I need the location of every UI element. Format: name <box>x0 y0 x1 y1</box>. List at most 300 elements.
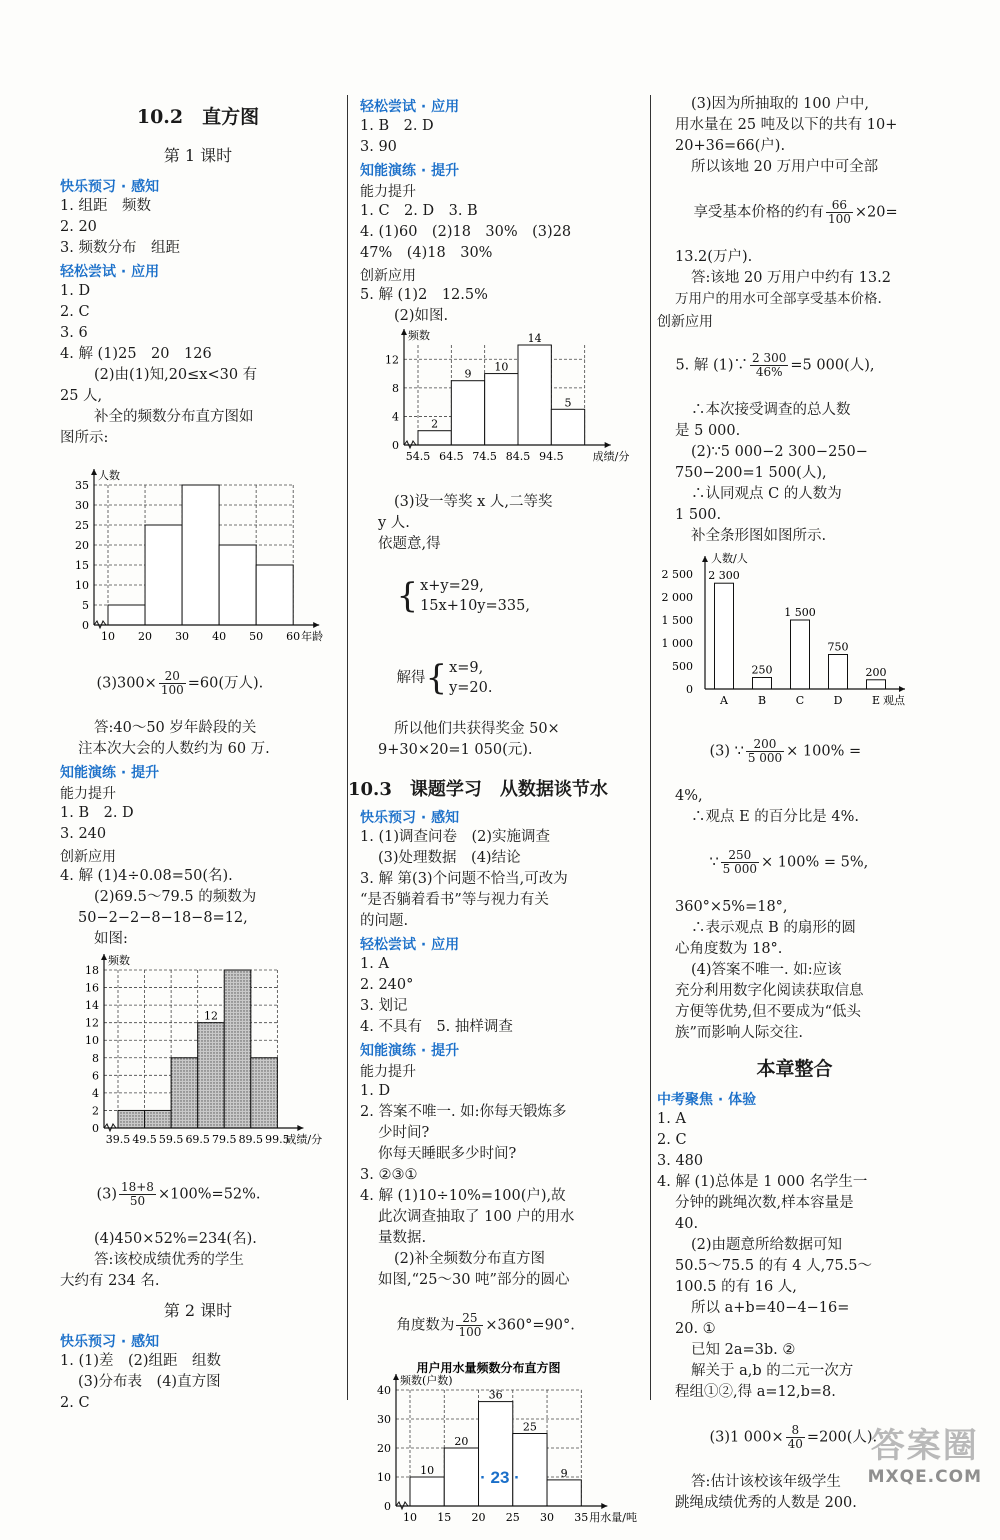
expr-pre: (3)1 000× <box>709 1429 784 1446</box>
x-tick-label: 10 <box>403 1511 417 1524</box>
answer-line: 如图: <box>94 931 128 947</box>
y-tick-label: 18 <box>85 964 99 977</box>
answer-line: 50.5～75.5 的有 4 人,75.5～ <box>675 1258 873 1274</box>
answer-line: 所以 a+b=40−4−16= <box>691 1300 850 1316</box>
subheading-innovation: 创新应用 <box>60 849 116 865</box>
subheading-ability: 能力提升 <box>360 1064 416 1080</box>
y-axis-label: 频数(户数) <box>400 1374 453 1387</box>
answer-line: 你每天睡眠多少时间? <box>378 1146 517 1162</box>
column-divider-2 <box>650 95 651 1400</box>
heading-drill: 知能演练 · 提升 <box>360 163 460 179</box>
x-tick-label: 74.5 <box>472 450 497 463</box>
column-1 <box>60 92 336 1414</box>
histogram-bar <box>224 970 251 1128</box>
answer-line: 750−200=1 500(人), <box>675 465 827 481</box>
histogram-bar <box>145 1110 172 1128</box>
answer-line: ∴观点 E 的百分比是 4%. <box>691 809 860 825</box>
brace-icon: { <box>425 658 448 698</box>
histogram-bar <box>171 1058 198 1128</box>
answer-line: 补全条形图如图所示. <box>691 528 827 544</box>
fraction-line <box>657 178 932 247</box>
heading-drill: 知能演练 · 提升 <box>360 1043 460 1059</box>
answer-line: 解关于 a,b 的二元一次方 <box>691 1363 854 1379</box>
answer-line: 4%, <box>675 788 703 804</box>
fraction <box>746 738 784 765</box>
denominator: 46% <box>755 365 783 379</box>
answer-line: 4. 解 (1)总体是 1 000 名学生一 <box>657 1174 868 1190</box>
x-tick-label: E <box>871 694 881 707</box>
y-axis-label: 人数 <box>98 469 120 482</box>
answer-line: y 人. <box>378 515 410 531</box>
histogram-bar <box>256 565 293 625</box>
fraction-line <box>60 649 336 718</box>
x-axis-arrow-icon <box>601 1503 607 1509</box>
y-tick-label: 2 000 <box>661 591 693 604</box>
x-axis-arrow-icon <box>313 622 319 628</box>
expr-post: ×20= <box>854 204 898 221</box>
expr-post: × 100% = <box>786 743 862 760</box>
data-label: 14 <box>527 332 542 345</box>
answer-line: 跳绳成绩优秀的人数是 200. <box>675 1495 857 1511</box>
answer-line: 答:该校成绩优秀的学生 <box>94 1252 244 1268</box>
data-label: 2 300 <box>708 569 740 583</box>
answer-line: 4. 解 (1)25 20 126 <box>60 346 212 362</box>
equation: y=20. <box>449 680 493 696</box>
y-tick-label: 0 <box>82 619 89 632</box>
x-axis-arrow-icon <box>899 686 905 692</box>
data-label: 5 <box>564 396 572 410</box>
expr-pre: 5. 解 (1)∵ <box>675 357 749 374</box>
x-tick-label: C <box>795 694 805 707</box>
numerator: 2 300 <box>752 351 787 365</box>
answer-line: 已知 2a=3b. ② <box>691 1342 796 1358</box>
answer-line: 4. 不具有 5. 抽样调查 <box>360 1019 513 1035</box>
watermark-url: MXQE.COM <box>867 1467 982 1487</box>
fraction <box>119 1181 156 1208</box>
answer-line: 360°×5%=18°, <box>675 899 788 915</box>
y-tick-label: 20 <box>377 1442 391 1455</box>
y-tick-label: 20 <box>75 539 89 552</box>
y-axis-arrow-icon <box>101 954 107 960</box>
x-tick-label: 54.5 <box>405 450 431 463</box>
lesson-title: 第 2 课时 <box>163 1301 233 1320</box>
histogram-bar <box>551 409 584 445</box>
numerator: 25 <box>456 1312 483 1326</box>
y-axis-arrow-icon <box>91 469 97 475</box>
section-title: 10.3 课题学习 从数据谈节水 <box>348 779 608 800</box>
expr-pre: (3)300× <box>96 675 157 692</box>
chart-title: 用户用水量频数分布直方图 <box>416 1361 561 1375</box>
y-tick-label: 25 <box>75 519 89 532</box>
answer-line: 2. 20 <box>60 219 97 235</box>
answer-line: 47% (4)18 30% <box>360 245 493 261</box>
y-tick-label: 0 <box>392 439 399 452</box>
y-tick-label: 1 000 <box>661 637 693 650</box>
data-label: 9 <box>464 367 472 381</box>
denominator: 100 <box>827 212 851 226</box>
fraction <box>159 670 186 697</box>
answer-line: 20. ① <box>675 1321 716 1337</box>
answer-line: 3. 90 <box>360 139 397 155</box>
y-tick-label: 4 <box>92 1086 99 1100</box>
system-lines <box>420 576 530 616</box>
answer-line: 分钟的跳绳次数,样本容量是 <box>675 1195 854 1211</box>
x-tick-label: 84.5 <box>505 450 531 463</box>
answer-line: (4)450×52%=234(名). <box>94 1231 257 1247</box>
data-label: 10 <box>420 1464 435 1477</box>
equation: x=9, <box>449 660 484 676</box>
data-label: 12 <box>203 1009 218 1023</box>
expr-pre: ∵ <box>709 854 719 871</box>
answer-line: 图所示: <box>60 430 109 446</box>
category-bar <box>867 680 886 689</box>
numerator: 18+8 <box>120 1180 154 1194</box>
fraction <box>456 1312 483 1339</box>
heading-drill: 知能演练 · 提升 <box>60 765 160 781</box>
expr-post: ×100%=52%. <box>157 1186 261 1203</box>
y-tick-label: 30 <box>377 1413 391 1426</box>
y-tick-label: 10 <box>85 1034 99 1048</box>
x-tick-label: 89.5 <box>238 1133 264 1146</box>
answer-line: 4. 解 (1)4÷0.08=50(名). <box>60 868 233 884</box>
column-3 <box>657 94 932 1514</box>
fraction-line <box>657 717 932 786</box>
heading-exam: 中考聚焦 · 体验 <box>657 1092 757 1108</box>
denominator: 100 <box>458 1325 482 1339</box>
x-axis-label: 观点 <box>883 694 905 707</box>
x-tick-label: 35 <box>574 1511 589 1524</box>
heading-preview: 快乐预习 · 感知 <box>60 1334 160 1350</box>
y-axis-label: 频数 <box>408 329 430 342</box>
answer-line: 2. 答案不唯一. 如:你每天锻炼多 <box>360 1104 567 1120</box>
x-tick-label: 64.5 <box>439 450 464 463</box>
y-tick-label: 16 <box>85 981 99 995</box>
answer-line: (3)设一等奖 x 人,二等奖 <box>394 494 553 510</box>
histogram-bar <box>418 431 451 445</box>
x-tick-label: 60 <box>286 630 301 643</box>
x-tick-label: 79.5 <box>212 1133 237 1146</box>
answer-line: 2. C <box>657 1132 687 1148</box>
histogram-bar <box>145 525 182 625</box>
answer-line: “是否躺着看书”等与视力有关 <box>360 892 549 908</box>
answer-line: 13.2(万户). <box>675 249 753 265</box>
watermark-title: 答案圈 <box>870 1426 979 1466</box>
answer-line: 3. 划记 <box>360 998 408 1014</box>
answer-line: 如图,“25～30 吨”部分的圆心 <box>378 1272 570 1288</box>
answer-line: 1. B 2. D <box>60 805 134 821</box>
answer-line: 用水量在 25 吨及以下的共有 10+ <box>675 117 898 133</box>
data-label: 25 <box>522 1420 537 1434</box>
subheading-ability: 能力提升 <box>360 184 416 200</box>
x-axis-arrow-icon <box>297 1125 303 1131</box>
fraction-line <box>657 828 932 897</box>
water-usage-histogram <box>360 1360 642 1540</box>
expr-post: × 100% = 5%, <box>761 854 869 871</box>
x-tick-label: A <box>720 694 728 707</box>
lesson-title: 第 1 课时 <box>163 146 233 165</box>
answer-line: 4. (1)60 (2)18 30% (3)28 <box>360 224 572 240</box>
category-bar <box>753 678 772 690</box>
x-axis-label: 成绩/分 <box>285 1133 323 1146</box>
answer-line: 心角度数为 18°. <box>675 941 783 957</box>
answer-line: 4. 解 (1)10÷10%=100(户),故 <box>360 1188 566 1204</box>
denominator: 50 <box>129 1194 146 1208</box>
answer-line: (3)处理数据 (4)结论 <box>378 850 521 866</box>
heading-try: 轻松尝试 · 应用 <box>60 264 160 280</box>
x-tick-label: 25 <box>505 1511 520 1524</box>
answer-line: 1. (1)调查问卷 (2)实施调查 <box>360 829 551 845</box>
data-label: 36 <box>488 1388 503 1402</box>
expr-post: =5 000(人), <box>790 357 875 374</box>
expr-post: ×360°=90°. <box>485 1317 575 1334</box>
subheading-ability: 能力提升 <box>60 786 116 802</box>
x-tick-label: 94.5 <box>539 450 564 463</box>
y-tick-label: 5 <box>82 599 89 612</box>
answer-line: 1. A <box>360 956 389 972</box>
x-tick-label: 15 <box>437 1511 452 1524</box>
y-tick-label: 10 <box>75 579 89 592</box>
data-label: 200 <box>865 665 887 679</box>
answer-line: 量数据. <box>378 1230 427 1246</box>
data-label: 250 <box>751 663 773 677</box>
page-number: · 23 · <box>480 1468 520 1487</box>
answer-line: 是 5 000. <box>675 423 741 439</box>
answer-line: 3. ②③① <box>360 1167 418 1183</box>
data-label: 1 500 <box>784 606 816 619</box>
denominator: 5 000 <box>722 862 758 876</box>
answer-line: 100.5 的有 16 人, <box>675 1279 797 1295</box>
answer-line: 2. 240° <box>360 977 414 993</box>
answer-line: 50−2−2−8−18−8=12, <box>78 910 248 926</box>
fraction-line <box>60 1160 336 1229</box>
data-label: 2 <box>431 417 439 431</box>
expr-pre: (3) <box>96 1186 117 1203</box>
denominator: 5 000 <box>747 751 783 765</box>
answer-line: 1. A <box>657 1111 686 1127</box>
heading-try: 轻松尝试 · 应用 <box>360 937 460 953</box>
answer-line: (2)如图. <box>394 308 449 324</box>
answer-line: 所以该地 20 万用户中可全部 <box>691 159 879 175</box>
y-tick-label: 500 <box>672 660 693 673</box>
histogram-bar <box>118 1110 145 1128</box>
histogram-bar <box>219 545 256 625</box>
y-tick-label: 0 <box>92 1122 99 1135</box>
answer-line: 此次调查抽取了 100 户的用水 <box>378 1209 575 1225</box>
x-tick-label: B <box>757 694 767 707</box>
y-tick-label: 2 500 <box>661 568 693 581</box>
category-bar <box>791 620 810 689</box>
x-tick-label: 39.5 <box>105 1133 131 1146</box>
data-label: 10 <box>494 360 509 374</box>
answer-line: 族”而影响人际交往. <box>675 1025 804 1041</box>
y-axis-arrow-icon <box>393 1374 399 1380</box>
numerator: 20 <box>159 670 186 684</box>
answer-line: 程组①②,得 a=12,b=8. <box>675 1384 836 1400</box>
answer-line: 的问题. <box>360 913 409 929</box>
answer-line: 3. 480 <box>657 1153 704 1169</box>
y-tick-label: 1 500 <box>661 614 693 627</box>
answer-line: 2. C <box>60 1395 90 1411</box>
x-tick-label: 10 <box>101 630 115 643</box>
answer-line: 3. 频数分布 组距 <box>60 240 180 256</box>
score-histogram-2 <box>360 327 642 492</box>
answer-line: 补全的频数分布直方图如 <box>94 409 254 425</box>
heading-try: 轻松尝试 · 应用 <box>360 99 460 115</box>
x-tick-label: 40 <box>212 630 227 643</box>
histogram-bar <box>251 1058 278 1128</box>
answer-line: 1. B 2. D <box>360 118 434 134</box>
answer-line: (4)答案不唯一. 如:应该 <box>691 962 842 978</box>
histogram-bar <box>198 1023 225 1128</box>
heading-preview: 快乐预习 · 感知 <box>360 810 460 826</box>
answer-line: 依题意,得 <box>378 536 441 552</box>
y-tick-label: 0 <box>686 683 693 696</box>
fraction <box>786 1424 805 1451</box>
answer-line: 3. 240 <box>60 826 107 842</box>
category-bar <box>829 655 848 690</box>
histogram-bar <box>182 485 219 625</box>
answer-line: 9+30×20=1 050(元). <box>378 742 533 758</box>
brace-icon: { <box>396 576 419 616</box>
answer-line: 答:该地 20 万用户中约有 13.2 <box>691 270 891 286</box>
x-axis-label: 用水量/吨 <box>589 1511 638 1524</box>
y-tick-label: 10 <box>377 1471 391 1484</box>
x-tick-label: 69.5 <box>185 1133 210 1146</box>
data-label: 20 <box>454 1435 469 1448</box>
numerator: 250 <box>721 849 759 863</box>
histogram-bar <box>485 374 518 445</box>
answer-line: 40. <box>675 1216 699 1232</box>
answer-line: 1. C 2. D 3. B <box>360 203 478 219</box>
y-tick-label: 14 <box>85 999 99 1013</box>
answer-line: (3)分布表 (4)直方图 <box>78 1374 221 1390</box>
expr-pre: (3) ∵ <box>709 743 744 760</box>
answer-line: 1 500. <box>675 507 722 523</box>
x-axis-arrow-icon <box>605 442 611 448</box>
answer-line: 方便等优势,但不要成为“低头 <box>675 1004 862 1020</box>
column-2 <box>348 94 642 1540</box>
section-title: 10.2 直方图 <box>136 106 260 128</box>
expr-post: =200(人). <box>806 1429 878 1446</box>
equation-solution <box>360 637 642 719</box>
denominator: 100 <box>160 683 184 697</box>
answer-line: 3. 解 第(3)个问题不恰当,可改为 <box>360 871 568 887</box>
y-axis-label: 人数/人 <box>711 552 748 565</box>
expr-pre: 角度数为 <box>396 1317 455 1334</box>
x-tick-label: 50 <box>249 630 264 643</box>
answer-line: (3)因为所抽取的 100 户中, <box>691 96 870 112</box>
x-axis-label: 年龄 <box>301 630 324 643</box>
x-tick-label: 20 <box>138 630 153 643</box>
answer-line: 大约有 234 名. <box>60 1273 160 1289</box>
watermark-logo <box>868 1418 982 1487</box>
x-tick-label: 30 <box>540 1511 555 1524</box>
fraction <box>721 849 759 876</box>
y-tick-label: 0 <box>384 1500 391 1513</box>
y-tick-label: 15 <box>75 559 89 572</box>
x-tick-label: 59.5 <box>158 1133 184 1146</box>
answer-line: 1. (1)差 (2)组距 组数 <box>60 1353 222 1369</box>
y-tick-label: 6 <box>92 1069 99 1083</box>
data-label: 9 <box>560 1466 568 1480</box>
answer-line: 答:40～50 岁年龄段的关 <box>94 720 257 736</box>
x-axis-label: 成绩/分 <box>592 450 630 463</box>
answer-line: 1. D <box>60 283 91 299</box>
histogram-bar <box>108 605 145 625</box>
y-tick-label: 30 <box>75 499 89 512</box>
x-tick-label: 99.5 <box>265 1133 290 1146</box>
equation-system <box>360 555 642 637</box>
answer-line: 充分利用数字化阅读获取信息 <box>675 983 864 999</box>
fraction <box>826 199 853 226</box>
expr-pre: 享受基本价格的约有 <box>693 204 824 221</box>
y-tick-label: 8 <box>92 1051 99 1065</box>
category-bar <box>715 583 734 689</box>
answer-line: (2)∵5 000−2 300−250− <box>691 444 868 460</box>
histogram-bar <box>451 381 484 445</box>
section-title: 本章整合 <box>756 1058 833 1080</box>
x-tick-label: 20 <box>471 1511 486 1524</box>
answer-line: ∴表示观点 B 的扇形的圆 <box>691 920 856 936</box>
y-tick-label: 8 <box>392 381 399 395</box>
answer-line: 1. 组距 频数 <box>60 198 151 214</box>
answer-line: 所以他们共获得奖金 50× <box>394 721 560 737</box>
subheading-innovation: 创新应用 <box>657 314 713 330</box>
age-histogram <box>60 449 336 649</box>
y-axis-arrow-icon <box>702 556 708 562</box>
answer-line: 1. D <box>360 1083 391 1099</box>
answer-line: (2)补全频数分布直方图 <box>394 1251 546 1267</box>
x-tick-label: D <box>833 694 843 707</box>
numerator: 66 <box>826 199 853 213</box>
answer-line: (2)由题意所给数据可知 <box>691 1237 843 1253</box>
fraction <box>750 352 788 379</box>
answer-line: (2)69.5～79.5 的频数为 <box>94 889 257 905</box>
equation: 15x+10y=335, <box>420 598 530 614</box>
y-tick-label: 40 <box>377 1384 391 1397</box>
y-axis-arrow-icon <box>401 329 407 335</box>
answer-line: ∴认同观点 C 的人数为 <box>691 486 842 502</box>
y-tick-label: 12 <box>385 353 399 367</box>
answer-line: 3. 6 <box>60 325 88 341</box>
answer-line: 万用户的用水可全部享受基本价格. <box>675 291 882 307</box>
x-tick-label: 49.5 <box>132 1133 157 1146</box>
solve-label: 解得 <box>396 670 426 686</box>
answer-line: 5. 解 (1)2 12.5% <box>360 287 488 303</box>
equation: x+y=29, <box>420 578 484 594</box>
y-tick-label: 4 <box>392 410 399 424</box>
fraction-line <box>657 331 932 400</box>
column-divider-1 <box>347 95 348 1400</box>
histogram-bar <box>479 1402 513 1506</box>
opinion-bar-chart <box>657 547 942 717</box>
data-label: 750 <box>827 640 849 654</box>
histogram-bar <box>518 345 551 445</box>
y-tick-label: 35 <box>75 479 89 492</box>
expr-post: =60(万人). <box>187 675 264 692</box>
answer-line: 答:估计该校该年级学生 <box>691 1474 841 1490</box>
y-tick-label: 2 <box>92 1104 99 1118</box>
numerator: 200 <box>746 738 784 752</box>
answer-line: 注本次大会的人数约为 60 万. <box>78 741 270 757</box>
heading-preview: 快乐预习 · 感知 <box>60 179 160 195</box>
system-lines <box>449 658 492 698</box>
y-tick-label: 12 <box>85 1016 99 1030</box>
x-tick-label: 30 <box>175 630 190 643</box>
answer-line: 少时间? <box>378 1125 430 1141</box>
answer-line: 20+36=66(户). <box>675 138 786 154</box>
numerator: 8 <box>786 1424 805 1438</box>
